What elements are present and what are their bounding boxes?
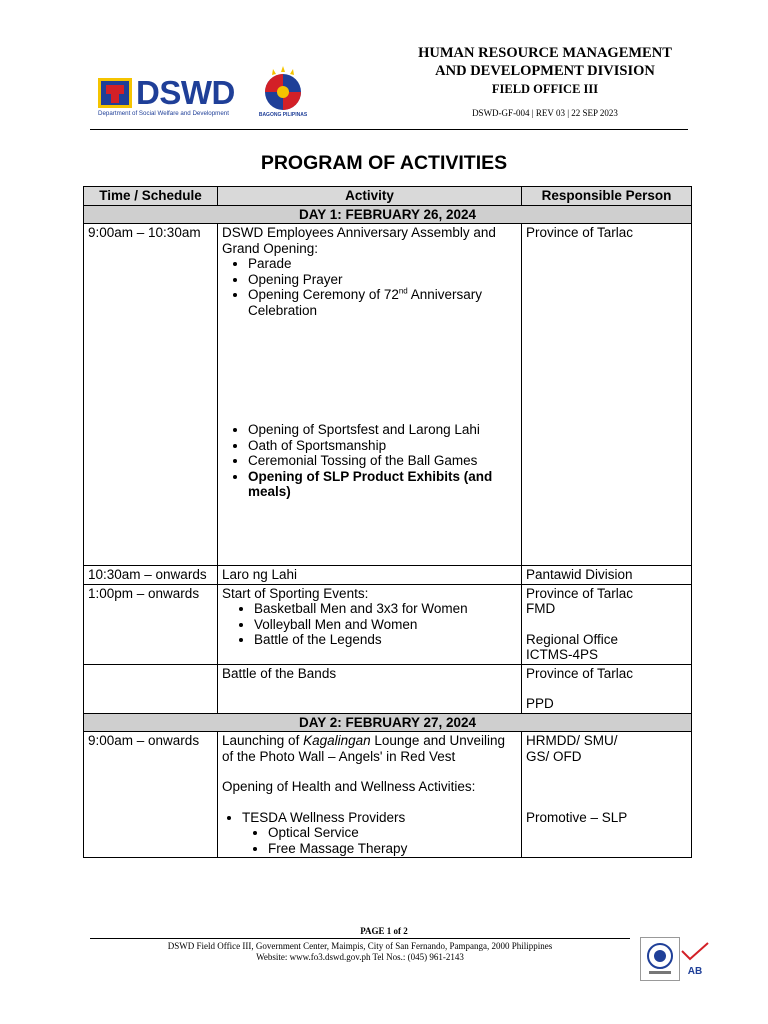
time-cell: 10:30am – onwards: [84, 566, 218, 585]
activity-list: [222, 601, 517, 648]
org-line-3: FIELD OFFICE III: [491, 82, 599, 96]
list-item: • Opening of Sportsfest and Larong Lahi: [248, 422, 517, 438]
certification-seal-icon: [641, 938, 679, 980]
page-number: PAGE 1 of 2: [360, 926, 408, 936]
accreditation-badge: [680, 941, 710, 977]
health-text: Opening of Health and Wellness Activities:: [222, 779, 476, 794]
time-cell: 9:00am – onwards: [84, 732, 218, 858]
table-row: [84, 566, 692, 585]
spacer: [526, 617, 687, 632]
footer-address: DSWD Field Office III, Government Center, Maimpis, City of San Fernando, Pampanga, 2000 Philippines: [167, 941, 553, 951]
list-item: • Opening Prayer: [248, 272, 517, 288]
resp-line: HRMDD/ SMU/: [526, 733, 618, 748]
activity-intro: DSWD Employees Anniversary Assembly and Grand Opening:: [222, 225, 496, 256]
responsible-cell: Province of Tarlac: [522, 224, 692, 566]
time-cell: 9:00am – 10:30am: [84, 224, 218, 566]
resp-line: Province of Tarlac: [526, 665, 634, 681]
ceremony-post: Anniversary Celebration: [248, 287, 483, 318]
page-footer: [90, 941, 630, 963]
accreditation-check-icon: [680, 941, 710, 961]
table-row: [84, 224, 692, 566]
document-reference: DSWD-GF-004 | REV 03 | 22 SEP 2023: [472, 108, 618, 118]
list-item: • Optical Service: [268, 825, 517, 841]
header-responsible: Responsible Person: [522, 187, 692, 206]
spacer: [222, 318, 517, 422]
activity-cell: Laro ng Lahi: [218, 566, 522, 585]
list-item: • Ceremonial Tossing of the Ball Games: [248, 453, 517, 469]
page-header: [0, 0, 768, 135]
day-1-label: DAY 1: FEBRUARY 26, 2024: [84, 205, 692, 224]
day-2-label: DAY 2: FEBRUARY 27, 2024: [84, 713, 692, 732]
spacer: [222, 764, 517, 779]
bagong-pilipinas-seal-icon: [253, 66, 313, 112]
list-item: • Basketball Men and 3x3 for Women: [254, 601, 517, 617]
spacer: [526, 764, 687, 810]
activity-cell: [218, 732, 522, 858]
spacer: [222, 795, 517, 810]
org-line-1: HUMAN RESOURCE MANAGEMENT: [418, 45, 672, 61]
logo-subtitle: Department of Social Welfare and Development: [98, 110, 229, 117]
resp-line: FMD: [526, 601, 556, 616]
list-item: • Free Massage Therapy: [268, 841, 517, 857]
dswd-logo: [98, 74, 248, 122]
list-item: • Volleyball Men and Women: [254, 617, 517, 633]
table-row: [84, 664, 692, 713]
resp-line: ICTMS-4PS: [526, 647, 599, 662]
list-item: [248, 287, 517, 318]
resp-line: GS/ OFD: [526, 748, 582, 764]
responsible-cell: [522, 732, 692, 858]
table-header-row: [84, 187, 692, 206]
time-cell: [84, 664, 218, 713]
list-item: • Battle of the Legends: [254, 632, 517, 648]
launch-pre: Launching of: [222, 733, 304, 748]
day-row: [84, 713, 692, 732]
launch-emphasis: Kagalingan: [303, 733, 371, 748]
page-title: PROGRAM OF ACTIVITIES: [260, 152, 508, 174]
responsible-cell: [522, 664, 692, 713]
header-time: Time / Schedule: [84, 187, 218, 206]
list-item: • Parade: [248, 256, 517, 272]
activity-list: [222, 422, 517, 500]
activity-sublist: [222, 825, 517, 856]
program-table: [83, 186, 692, 858]
launch-post: Lounge and Unveiling of the Photo Wall – Angels' in Red Vest: [222, 733, 505, 764]
activity-cell: [218, 584, 522, 664]
activity-list: [222, 256, 517, 318]
footer-contact: Website: www.fo3.dswd.gov.ph Tel Nos.: (045) 961-2143: [256, 952, 464, 962]
ceremony-sup: nd: [398, 286, 408, 296]
header-activity: Activity: [218, 187, 522, 206]
launch-text: [222, 733, 517, 764]
day-row: [84, 205, 692, 224]
logo-text: DSWD: [136, 74, 235, 111]
responsible-cell: Pantawid Division: [522, 566, 692, 585]
iso-certification-badge: [640, 937, 680, 981]
responsible-cell: [522, 584, 692, 664]
activity-cell: Battle of the Bands: [218, 664, 522, 713]
table-row: [84, 584, 692, 664]
dswd-emblem-icon: [98, 78, 132, 108]
time-cell: 1:00pm – onwards: [84, 584, 218, 664]
activity-intro: Start of Sporting Events:: [222, 585, 369, 601]
resp-line: Province of Tarlac: [526, 585, 634, 601]
activity-list: [222, 810, 517, 826]
list-item: • TESDA Wellness Providers: [242, 810, 517, 826]
resp-line: PPD: [526, 696, 554, 711]
activity-cell: [218, 224, 522, 566]
bagong-pilipinas-logo: [253, 66, 313, 122]
accreditation-text: AB: [687, 966, 703, 977]
table-row: [84, 732, 692, 858]
spacer: [526, 681, 687, 696]
organization-name: [380, 44, 710, 98]
header-divider: [90, 129, 688, 130]
bagong-pilipinas-text: BAGONG PILIPINAS: [258, 112, 308, 118]
list-item: • Opening of SLP Product Exhibits (and meals): [248, 469, 517, 500]
footer-divider: [90, 938, 630, 939]
resp-line: Promotive – SLP: [526, 810, 628, 825]
resp-line: Regional Office: [526, 631, 619, 647]
list-item: • Oath of Sportsmanship: [248, 438, 517, 454]
org-line-2: AND DEVELOPMENT DIVISION: [435, 63, 655, 79]
ceremony-pre: Opening Ceremony of 72: [248, 287, 399, 302]
